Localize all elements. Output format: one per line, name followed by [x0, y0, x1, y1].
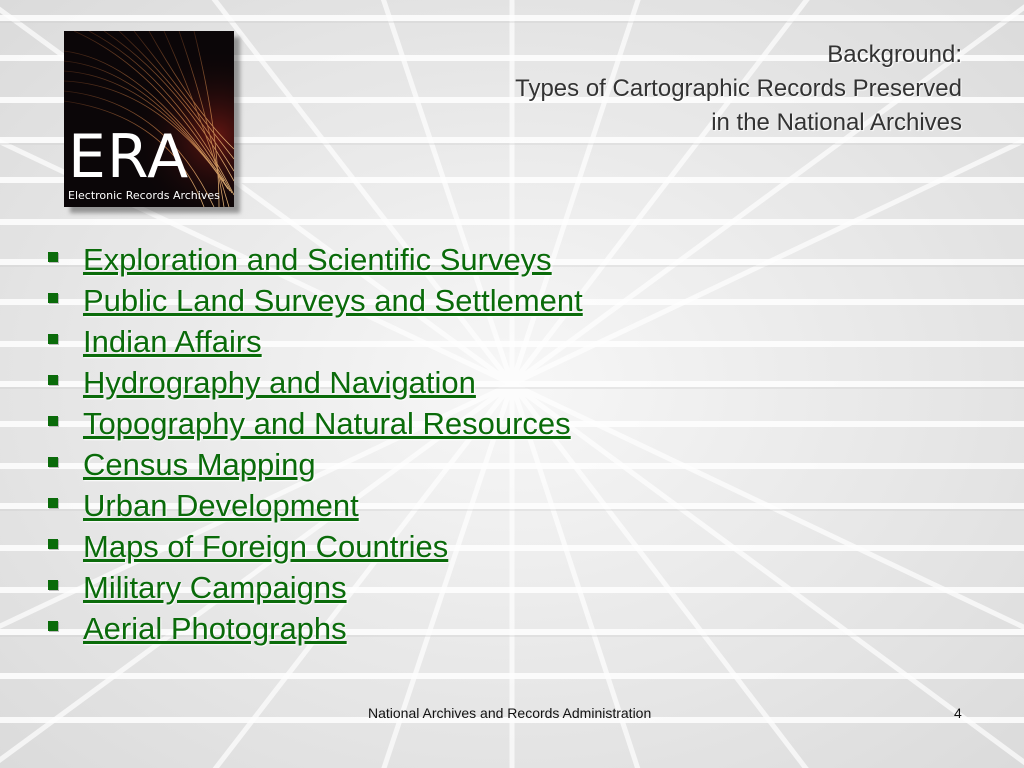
page-number: 4 [954, 705, 962, 721]
link-census-mapping[interactable]: Census Mapping [83, 447, 316, 482]
list-item [44, 321, 583, 362]
square-bullet-icon [48, 293, 58, 303]
logo-subtitle: Electronic Records Archives [68, 189, 220, 202]
link-hydrography-navigation[interactable]: Hydrography and Navigation [83, 365, 476, 400]
link-aerial-photographs[interactable]: Aerial Photographs [83, 611, 347, 646]
square-bullet-icon [48, 498, 58, 508]
link-indian-affairs[interactable]: Indian Affairs [83, 324, 262, 359]
square-bullet-icon [48, 457, 58, 467]
logo-era-text: ERA [68, 122, 190, 192]
square-bullet-icon [48, 375, 58, 385]
slide-title [515, 38, 962, 140]
title-line-3: in the National Archives [711, 109, 962, 136]
link-military-campaigns[interactable]: Military Campaigns [83, 570, 347, 605]
square-bullet-icon [48, 416, 58, 426]
list-item [44, 526, 583, 567]
square-bullet-icon [48, 580, 58, 590]
link-topography-resources[interactable]: Topography and Natural Resources [83, 406, 571, 441]
link-urban-development[interactable]: Urban Development [83, 488, 359, 523]
list-item [44, 362, 583, 403]
square-bullet-icon [48, 621, 58, 631]
list-item [44, 567, 583, 608]
title-line-1: Background: [827, 41, 962, 68]
list-item [44, 280, 583, 321]
era-logo [64, 31, 234, 207]
list-item [44, 444, 583, 485]
title-line-2: Types of Cartographic Records Preserved [515, 75, 962, 102]
list-item [44, 485, 583, 526]
list-item [44, 239, 583, 280]
square-bullet-icon [48, 334, 58, 344]
list-item [44, 403, 583, 444]
square-bullet-icon [48, 252, 58, 262]
link-public-land-surveys[interactable]: Public Land Surveys and Settlement [83, 283, 583, 318]
link-foreign-maps[interactable]: Maps of Foreign Countries [83, 529, 449, 564]
list-item [44, 608, 583, 649]
link-exploration-surveys[interactable]: Exploration and Scientific Surveys [83, 242, 552, 277]
record-types-list [44, 239, 583, 649]
footer-text: National Archives and Records Administration [368, 705, 652, 721]
square-bullet-icon [48, 539, 58, 549]
